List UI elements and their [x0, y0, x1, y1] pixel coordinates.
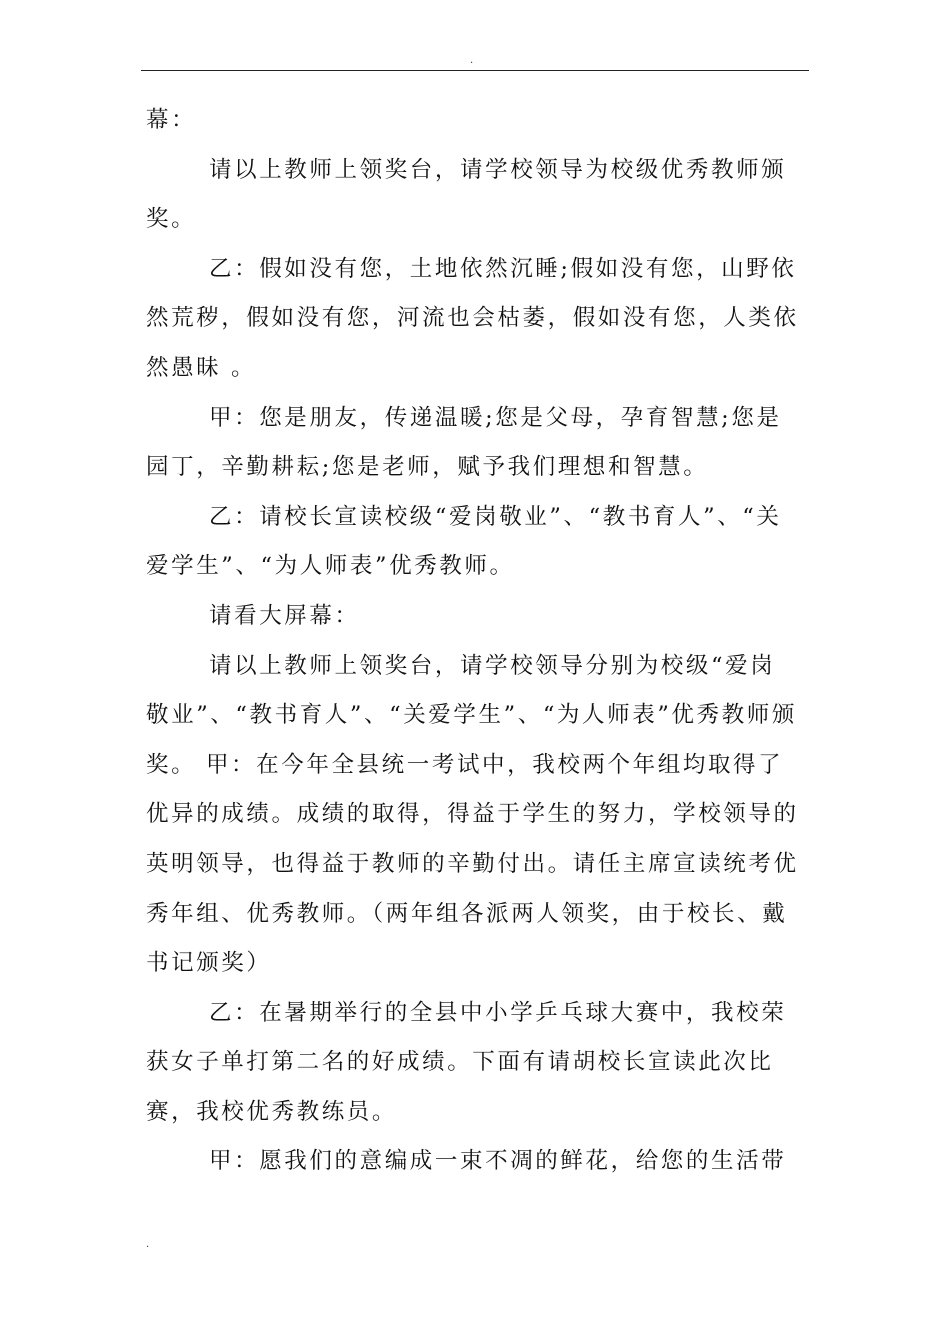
text-line: 秀年组、优秀教师。（两年组各派两人领奖，由于校长、戴	[146, 900, 788, 927]
text-line: 奖。	[146, 206, 197, 233]
text-line: 赛，我校优秀教练员。	[146, 1098, 398, 1125]
text-line: 英明领导，也得益于教师的辛勤付出。请任主席宣读统考优	[146, 850, 799, 877]
text-line: 园丁，辛勤耕耘;您是老师，赋予我们理想和智慧。	[146, 454, 709, 481]
footer-mark: .	[146, 1239, 150, 1250]
text-line: 甲：您是朋友，传递温暖;您是父母，孕育智慧;您是	[209, 404, 782, 431]
text-line: 请看大屏幕：	[209, 602, 360, 629]
text-line: 爱学生”、“为人师表”优秀教师。	[146, 553, 515, 580]
text-line: 甲：愿我们的意编成一束不凋的鲜花，给您的生活带	[209, 1148, 787, 1175]
document-body	[146, 96, 810, 1187]
text-line: 然愚昧 。	[146, 354, 257, 381]
text-line: 请以上教师上领奖台，请学校领导为校级优秀教师颁	[209, 156, 787, 183]
text-line: 书记颁奖）	[146, 950, 272, 977]
text-line: 请以上教师上领奖台，请学校领导分别为校级“爱岗	[209, 652, 776, 679]
text-line: 优异的成绩。成绩的取得，得益于学生的努力，学校领导的	[146, 801, 799, 828]
text-line: 奖。 甲：在今年全县统一考试中，我校两个年组均取得了	[146, 751, 784, 778]
text-line: 敬业”、“教书育人”、“关爱学生”、“为人师表”优秀教师颁	[146, 702, 797, 729]
text-line: 乙：假如没有您，土地依然沉睡;假如没有您，山野依	[209, 255, 797, 282]
text-line: 乙：请校长宣读校级“爱岗敬业”、“教书育人”、“关	[209, 503, 782, 530]
text-line: 乙：在暑期举行的全县中小学乒乓球大赛中，我校荣	[209, 999, 787, 1026]
text-line: 幕：	[146, 107, 197, 133]
header-mark: .	[470, 55, 474, 66]
header-rule	[141, 70, 809, 71]
text-line: 获女子单打第二名的好成绩。下面有请胡校长宣读此次比	[146, 1049, 774, 1076]
text-line: 然荒秽，假如没有您，河流也会枯萎，假如没有您，人类依	[146, 305, 799, 332]
